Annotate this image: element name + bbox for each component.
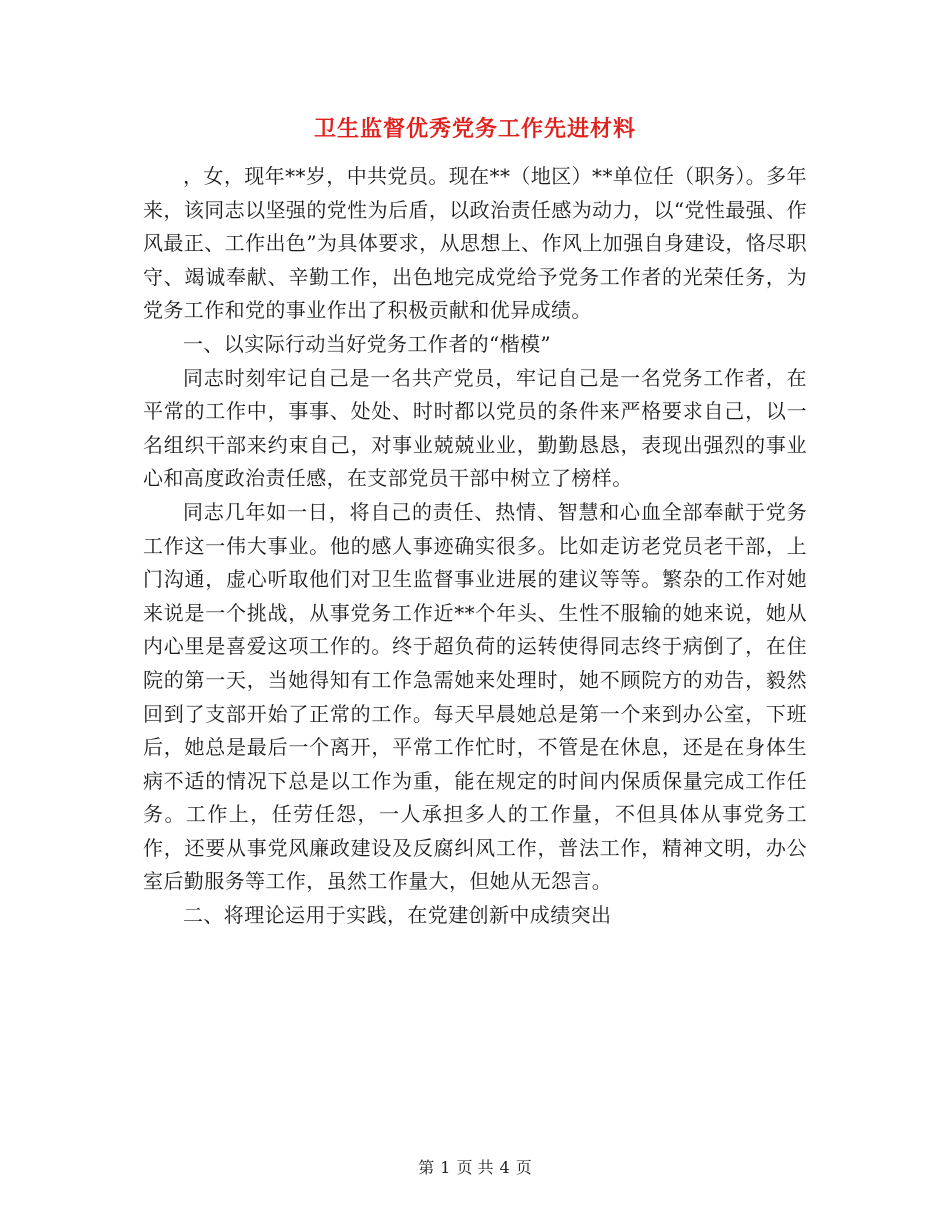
section-heading-1: 一、以实际行动当好党务工作者的“楷模”: [183, 331, 552, 356]
page-label-prefix: 第: [418, 1158, 435, 1177]
document-body: [143, 160, 807, 933]
page-footer: [0, 1155, 950, 1178]
document-title: 卫生监督优秀党务工作先进材料: [313, 116, 636, 142]
page-label-mid: 页 共: [456, 1158, 494, 1177]
current-page-number: 1: [440, 1158, 451, 1177]
section-heading-2: 二、将理论运用于实践，在党建创新中成绩突出: [183, 903, 612, 928]
total-pages-number: 4: [499, 1158, 510, 1177]
page-label-suffix: 页: [515, 1158, 532, 1177]
body-paragraph-1: 同志时刻牢记自己是一名共产党员，牢记自己是一名党务工作者，在平常的工作中，事事、处处、时时都以党员的条件来严格要求自己，以一名组织干部来约束自己，对事业兢兢业业，勤勤恳恳，表现出强烈的事业心和高度政治责任感，在支部党员干部中树立了榜样。: [143, 365, 807, 491]
body-paragraph-2: 同志几年如一日，将自己的责任、热情、智慧和心血全部奉献于党务工作这一伟大事业。他的感人事迹确实很多。比如走访老党员老干部，上门沟通，虚心听取他们对卫生监督事业进展的建议等等。繁杂的工作对她来说是一个挑战，从事党务工作近**个年头、生性不服输的她来说，她从内心里是喜爱这项工作的。终于超负荷的运转使得同志终于病倒了，在住院的第一天，当她得知有工作急需她来处理时，她不顾院方的劝告，毅然回到了支部开始了正常的工作。每天早晨她总是第一个来到办公室，下班后，她总是最后一个离开，平常工作忙时，不管是在休息，还是在身体生病不适的情况下总是以工作为重，能在规定的时间内保质保量完成工作任务。工作上，任劳任怨，一人承担多人的工作量，不但具体从事党务工作，还要从事党风廉政建设及反腐纠风工作，普法工作，精神文明，办公室后勤服务等工作，虽然工作量大，但她从无怨言。: [143, 499, 807, 894]
intro-paragraph: ，女，现年**岁，中共党员。现在**（地区）**单位任（职务）。多年来，该同志以坚强的党性为后盾，以政治责任感为动力，以“党性最强、作风最正、工作出色”为具体要求，从思想上、作风上加强自身建设，恪尽职守、竭诚奉献、辛勤工作，出色地完成党给予党务工作者的光荣任务，为党务工作和党的事业作出了积极贡献和优异成绩。: [143, 164, 807, 323]
